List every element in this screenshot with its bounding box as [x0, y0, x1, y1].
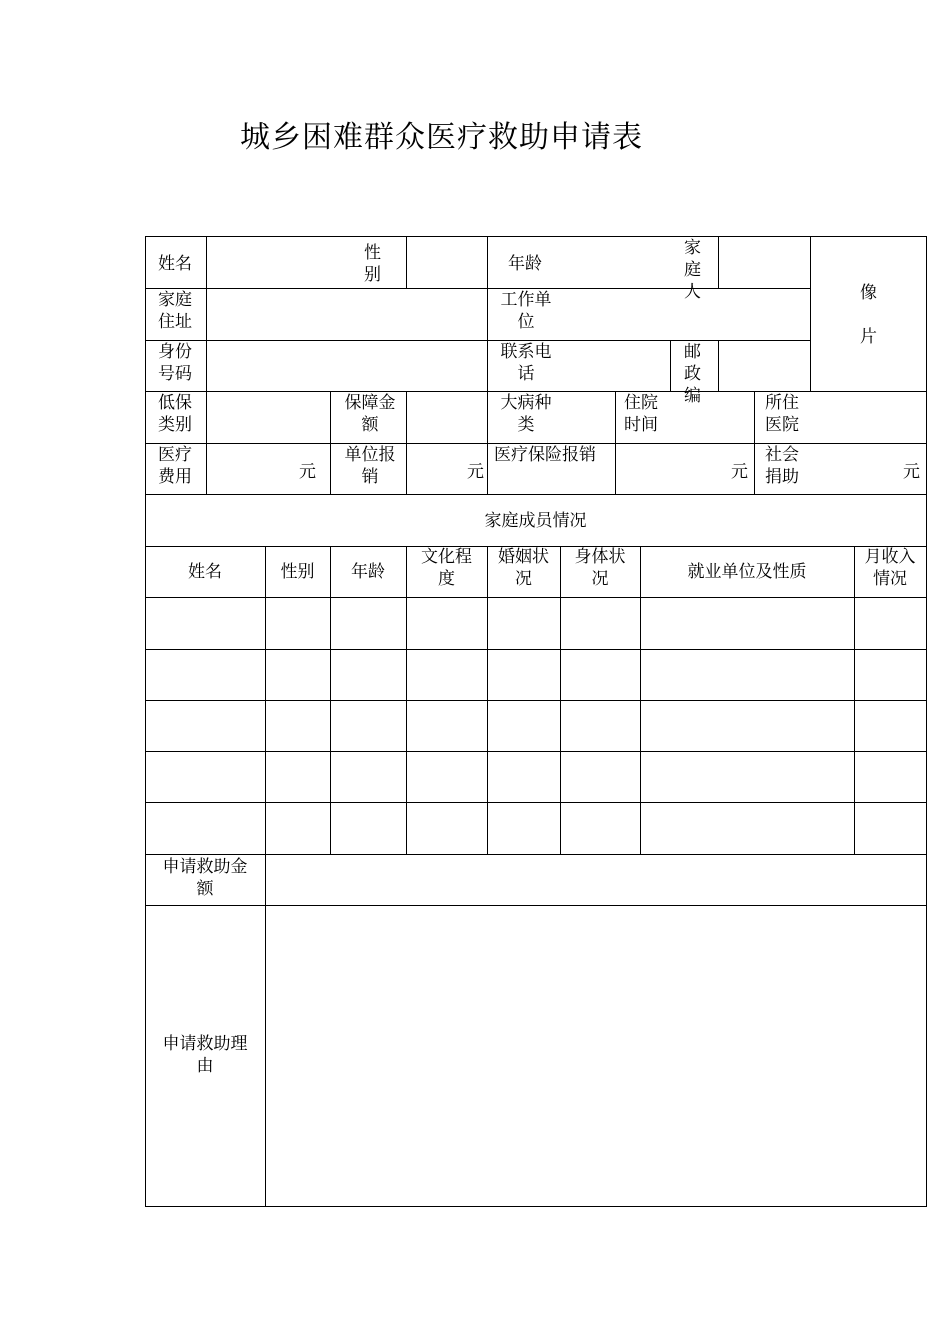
- id-number-field[interactable]: [207, 341, 487, 391]
- family-header-3: 文化程 度: [421, 547, 472, 589]
- table-rule: [754, 443, 755, 495]
- postcode-label: 邮 政 编: [684, 342, 701, 406]
- family-cell-r0-c4[interactable]: [488, 598, 560, 649]
- table-rule: [615, 391, 616, 444]
- name-field[interactable]: [207, 237, 357, 288]
- hospital-time-label: 住院 时间: [624, 393, 658, 435]
- address-label: 家庭 住址: [158, 290, 192, 332]
- phone-field[interactable]: [560, 341, 670, 391]
- gender-label: 性 别: [364, 243, 381, 285]
- request-reason-label: 申请救助理 由: [162, 1034, 248, 1076]
- family-cell-r0-c0[interactable]: [146, 598, 265, 649]
- unit-reimburse-unit: 元: [467, 462, 484, 482]
- family-cell-r2-c0[interactable]: [146, 701, 265, 751]
- table-rule: [145, 1206, 927, 1207]
- postcode-field[interactable]: [719, 341, 810, 391]
- family-cell-r4-c1[interactable]: [266, 803, 330, 854]
- family-cell-r1-c1[interactable]: [266, 650, 330, 700]
- family-cell-r0-c1[interactable]: [266, 598, 330, 649]
- medical-cost-label: 医疗 费用: [158, 445, 192, 487]
- photo-label: 像 片: [860, 283, 877, 347]
- page-title: 城乡困难群众医疗救助申请表: [240, 120, 643, 155]
- id-number-label: 身份 号码: [158, 342, 192, 384]
- family-cell-r3-c5[interactable]: [561, 752, 640, 802]
- family-cell-r3-c1[interactable]: [266, 752, 330, 802]
- family-header-4: 婚姻状 况: [498, 547, 549, 589]
- family-cell-r0-c3[interactable]: [407, 598, 487, 649]
- family-cell-r1-c2[interactable]: [331, 650, 406, 700]
- unit-reimburse-label: 单位报 销: [344, 445, 396, 487]
- photo-box[interactable]: [811, 237, 926, 391]
- family-header-6: 就业单位及性质: [687, 562, 807, 582]
- insurance-reimburse-unit: 元: [731, 462, 748, 482]
- workplace-field[interactable]: [560, 289, 810, 340]
- table-rule: [754, 391, 755, 444]
- family-header-5: 身体状 况: [574, 547, 626, 589]
- family-header-0: 姓名: [188, 562, 222, 582]
- gender-field[interactable]: [407, 237, 487, 288]
- family-cell-r2-c5[interactable]: [561, 701, 640, 751]
- guarantee-amount-label: 保障金 额: [344, 393, 396, 435]
- family-cell-r0-c5[interactable]: [561, 598, 640, 649]
- family-cell-r1-c7[interactable]: [855, 650, 926, 700]
- table-rule: [615, 443, 616, 495]
- family-cell-r3-c7[interactable]: [855, 752, 926, 802]
- table-rule: [206, 443, 207, 495]
- request-amount-field[interactable]: [266, 855, 926, 905]
- family-cell-r4-c6[interactable]: [641, 803, 854, 854]
- illness-type-label: 大病种 类: [500, 393, 552, 435]
- family-cell-r1-c0[interactable]: [146, 650, 265, 700]
- family-cell-r4-c2[interactable]: [331, 803, 406, 854]
- family-header-2: 年龄: [351, 562, 385, 582]
- table-rule: [487, 443, 488, 495]
- family-header-7: 月收入 情况: [864, 547, 916, 589]
- family-cell-r1-c3[interactable]: [407, 650, 487, 700]
- table-rule: [145, 494, 927, 495]
- family-cell-r3-c4[interactable]: [488, 752, 560, 802]
- family-cell-r3-c6[interactable]: [641, 752, 854, 802]
- table-rule: [330, 443, 331, 495]
- request-reason-field[interactable]: [266, 906, 926, 1206]
- insurance-reimburse-label: 医疗保险报销: [494, 445, 596, 465]
- table-rule: [330, 391, 331, 444]
- household-size-label: 家 庭 人: [684, 238, 701, 302]
- family-cell-r3-c2[interactable]: [331, 752, 406, 802]
- family-cell-r4-c4[interactable]: [488, 803, 560, 854]
- table-rule: [926, 236, 927, 1207]
- age-field[interactable]: [560, 237, 670, 288]
- family-header-1: 性别: [280, 562, 315, 582]
- table-rule: [487, 391, 488, 444]
- family-cell-r4-c3[interactable]: [407, 803, 487, 854]
- request-amount-label: 申请救助金 额: [162, 857, 248, 899]
- family-section-title: 家庭成员情况: [484, 511, 587, 531]
- name-label: 姓名: [158, 254, 192, 274]
- family-cell-r1-c5[interactable]: [561, 650, 640, 700]
- family-cell-r1-c4[interactable]: [488, 650, 560, 700]
- family-cell-r2-c4[interactable]: [488, 701, 560, 751]
- family-cell-r4-c0[interactable]: [146, 803, 265, 854]
- address-field[interactable]: [207, 289, 487, 340]
- workplace-label: 工作单 位: [500, 290, 552, 332]
- family-cell-r4-c5[interactable]: [561, 803, 640, 854]
- family-cell-r2-c7[interactable]: [855, 701, 926, 751]
- family-cell-r0-c6[interactable]: [641, 598, 854, 649]
- family-cell-r3-c3[interactable]: [407, 752, 487, 802]
- family-cell-r2-c2[interactable]: [331, 701, 406, 751]
- family-cell-r1-c6[interactable]: [641, 650, 854, 700]
- family-cell-r2-c6[interactable]: [641, 701, 854, 751]
- guarantee-amount-field[interactable]: [407, 392, 487, 443]
- illness-type-field[interactable]: [560, 392, 615, 443]
- hospital-field[interactable]: [806, 392, 926, 443]
- table-rule: [406, 443, 407, 495]
- hospital-time-field[interactable]: [665, 392, 754, 443]
- hospital-label: 所住 医院: [765, 393, 799, 435]
- table-rule: [487, 236, 488, 289]
- donation-label: 社会 捐助: [765, 445, 799, 487]
- table-rule: [670, 340, 671, 392]
- phone-label: 联系电 话: [500, 342, 552, 384]
- family-cell-r2-c1[interactable]: [266, 701, 330, 751]
- dibao-type-field[interactable]: [207, 392, 330, 443]
- medical-cost-unit: 元: [299, 462, 316, 482]
- family-cell-r0-c2[interactable]: [331, 598, 406, 649]
- family-cell-r2-c3[interactable]: [407, 701, 487, 751]
- household-size-field[interactable]: [719, 237, 810, 288]
- donation-unit: 元: [903, 462, 920, 482]
- family-cell-r3-c0[interactable]: [146, 752, 265, 802]
- table-rule: [487, 288, 488, 392]
- family-cell-r0-c7[interactable]: [855, 598, 926, 649]
- family-cell-r4-c7[interactable]: [855, 803, 926, 854]
- dibao-type-label: 低保 类别: [158, 393, 192, 435]
- age-label: 年龄: [508, 254, 542, 274]
